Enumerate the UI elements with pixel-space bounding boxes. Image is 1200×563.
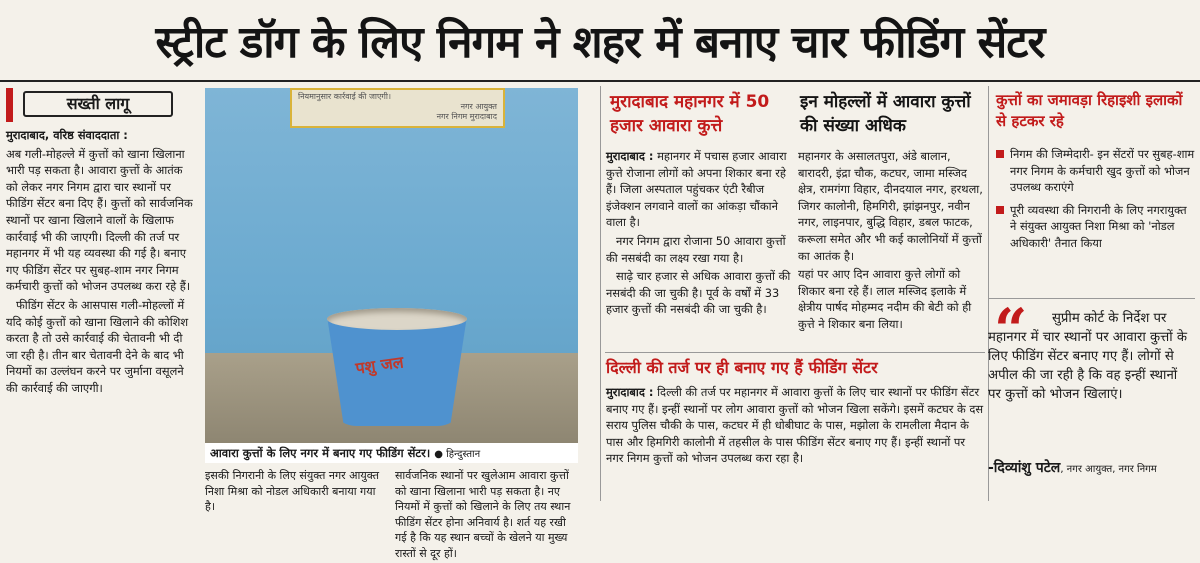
news-photo: [205, 88, 578, 443]
below-photo-column-1: [205, 468, 387, 517]
below-photo-column-2: [395, 468, 577, 563]
delhi-article: मुरादाबाद : दिल्ली की तर्ज पर महानगर में आवारा कुत्तों के लिए चार स्थानों पर फीडिंग सेंटर बनाए गए हैं। इन्हीं स्थानों पर लोग आवारा कुत्तों को भोजन खिला सकेंगे। इसमें कटघर के दस सराय पुलिस चौकी के पास, कटघर में ही धोबीघाट के पास, मझोला के रामलीला मैदान के पास और हिमगिरी कालोनी में तहसील के पास फीडिंग सेंटर बनाए गए हैं। इन्हीं स्थानों पर नगर निगम कुत्तों को भोजन उपलब्ध करा रहा है।: [606, 385, 984, 466]
pot-lettering: पशु जल: [354, 352, 405, 378]
paragraph: महानगर के असालतपुरा, अंडे बालान, बारादरी, इंद्रा चौक, कटघर, जामा मस्जिद क्षेत्र, रामगंगा विहार, दीनदयाल नगर, हरथला, जिगर कालोनी, हिमगिरी, झांझनपुर, नवीन नगर, लाइनपार, बुद्धि विहार, डबल फाटक, करूला समेत और भी कई कालोनियों में कुत्तों का आतंक है।: [798, 149, 983, 263]
stray-count-article: मुरादाबाद : महानगर में पचास हजार आवारा कुत्ते रोजाना लोगों को अपना शिकार बना रहे हैं। जिला अस्पताल पहुंचकर एंटी रैबीज इंजेक्शन लगवाने वालों का आंकड़ा चौंकाने वाला है। नगर निगम द्वारा रोजाना 50 आवारा कुत्तों की नसबंदी का लक्ष्य रखा गया है। साढ़े चार हजार से अधिक आवारा कुत्तों की नसबंदी की जा चुकी है। पूर्व के वर्षों में 33 हजार कुत्तों की नसबंदी की जा चुकी है।: [606, 149, 791, 317]
photo-caption: आवारा कुत्तों के लिए नगर में बनाए गए फीडिंग सेंटर। ● हिन्दुस्तान: [205, 443, 578, 463]
paragraph: इसकी निगरानी के लिए संयुक्त नगर आयुक्त निशा मिश्रा को नोडल अधिकारी बनाया गया है।: [205, 469, 379, 513]
section-title: दिल्ली की तर्ज पर ही बनाए गए हैं फीडिंग सेंटर: [606, 358, 878, 377]
quote-text: सुप्रीम कोर्ट के निर्देश पर महानगर में चार स्थानों पर आवारा कुत्तों के लिए फीडिंग सेंटर बनाए गए हैं। लोगों से अपील की जा रही है कि वह इन्हीं स्थानों पर कुत्तों को भोजन खिलाएं।: [988, 311, 1187, 402]
list-item: पूरी व्यवस्था की निगरानी के लिए नगरायुक्त ने संयुक्त आयुक्त निशा मिश्रा को 'नोडल अधिकारी' तैनात किया: [996, 202, 1196, 252]
paragraph: अब गली-मोहल्ले में कुत्तों को खाना खिलाना भारी पड़ सकता है। आवारा कुत्तों के आतंक को लेकर नगर निगम द्वारा चार स्थानों पर फीडिंग सेंटर बना दिए हैं। कुत्तों को सार्वजनिक स्थानों पर खाना खिलाने वालों के खिलाफ कार्रवाई भी की जाएगी। दिल्ली की तर्ज पर महानगर में भी यह व्यवस्था की गई है। बनाए गए फीडिंग सेंटर पर सुबह-शाम नगर निगम कर्मचारी कुत्तों को भोजन उपलब्ध करा रहे हैं।: [6, 146, 193, 294]
section-title: इन मोहल्लों में आवारा कुत्तों की संख्या अधिक: [800, 92, 971, 136]
paragraph: फीडिंग सेंटर के आसपास गली-मोहल्लों में यदि कोई कुत्तों को खाना खिलाने की कोशिश करता है तो उसे कार्रवाई की चेतावनी भी दी जा रही है। तीन बार चेतावनी देने के बाद भी नियमों का उल्लंघन करने पर जुर्माना वसूलने की कार्रवाई की जाएगी।: [6, 297, 189, 395]
right-bullets: [996, 146, 1196, 258]
headline: स्ट्रीट डॉग के लिए निगम ने शहर में बनाए चार फीडिंग सेंटर: [0, 0, 1200, 82]
column-rule: [600, 86, 601, 501]
byline: मुरादाबाद :: [606, 385, 654, 399]
water-pot-rim: [327, 308, 467, 330]
paragraph: सार्वजनिक स्थानों पर खुलेआम आवारा कुत्तों को खाना खिलाना भारी पड़ सकता है। नए नियमों में कुत्तों को खिलाने के लिए तय स्थान फीडिंग सेंटर होना अनिवार्य है। शर्त यह रखी गई है कि यह स्थान बच्चों के खेलने या मुख्य रास्तों से दूर हों।: [395, 469, 571, 560]
section-title: मुरादाबाद महानगर में 50 हजार आवारा कुत्ते: [610, 92, 770, 136]
section-rule: [605, 352, 985, 353]
byline: मुरादाबाद :: [606, 149, 654, 163]
section-tag: [6, 88, 186, 122]
notice-sign: नियमानुसार कार्रवाई की जाएगी। नगर आयुक्त नगर निगम मुरादाबाद: [290, 88, 505, 128]
paragraph: नगर निगम द्वारा रोजाना 50 आवारा कुत्तों की नसबंदी का लक्ष्य रखा गया है।: [606, 233, 786, 265]
section-tag-label: सख्ती लागू: [23, 91, 173, 117]
quote-author: -दिव्यांशु पटेल, नगर आयुक्त, नगर निगम: [988, 460, 1157, 476]
photo-credit: ● हिन्दुस्तान: [434, 449, 481, 460]
paragraph: साढ़े चार हजार से अधिक आवारा कुत्तों की नसबंदी की जा चुकी है। पूर्व के वर्षों में 33 हजार कुत्तों की नसबंदी की जा चुकी है।: [606, 269, 791, 317]
paragraph: यहां पर आए दिन आवारा कुत्ते लोगों को शिकार बना रहे हैं। लाल मस्जिद इलाके में क्षेत्रीय पार्षद मोहम्मद नदीम की बेटी को ही कुत्ते ने शिकार बना लिया।: [798, 267, 972, 331]
section-title: कुत्तों का जमावड़ा रिहाइशी इलाकों से हटकर रहे: [996, 91, 1183, 130]
byline: मुरादाबाद, वरिष्ठ संवाददाता :: [6, 128, 128, 142]
localities-article: [798, 148, 984, 335]
quote-box: [988, 298, 1195, 499]
left-column-article: [6, 127, 196, 399]
list-item: निगम की जिम्मेदारी- इन सेंटरों पर सुबह-शाम नगर निगम के कर्मचारी खुद कुत्तों को भोजन उपलब्ध कराएंगे: [996, 146, 1196, 196]
quote-mark-icon: “: [994, 296, 1028, 364]
